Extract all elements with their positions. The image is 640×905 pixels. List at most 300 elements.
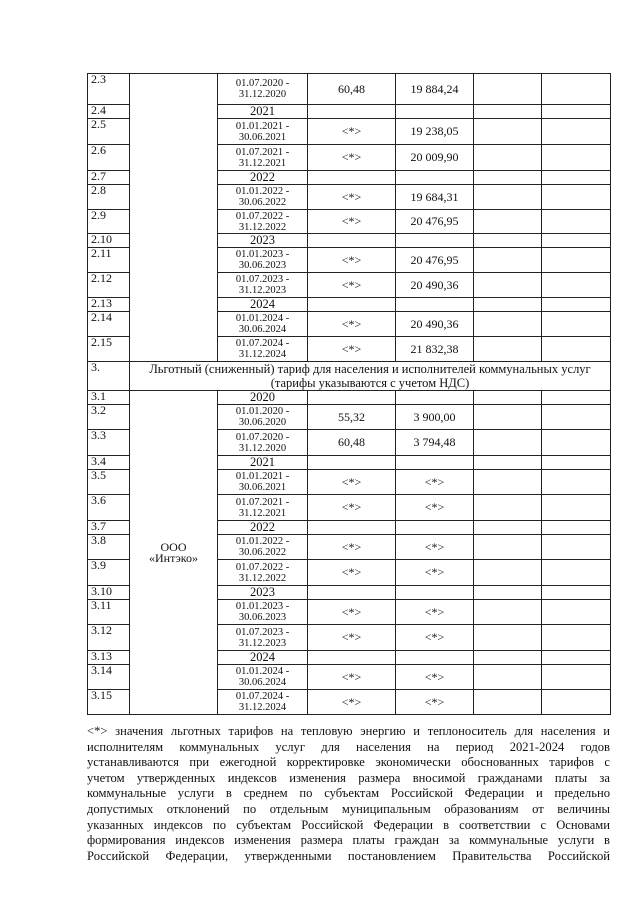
value-cell <box>308 535 396 560</box>
empty-cell <box>474 430 542 456</box>
period-cell-text: 01.01.2020 - <box>235 406 290 417</box>
section-title-text: Льготный (сниженный) тариф для населения и исполнителей коммунальных услуг <box>149 362 591 376</box>
footnote-line: <*> значения льготных тарифов на тепловую энергию и теплоноситель для населения и <box>87 724 610 738</box>
value-cell-text: 60,48 <box>338 435 365 449</box>
row-number-text: 2.12 <box>91 272 112 285</box>
row-number-text: 3.6 <box>91 494 106 507</box>
value-cell-text: 19 238,05 <box>410 124 459 138</box>
empty-cell <box>542 521 611 535</box>
period-cell-text: 01.07.2021 - <box>235 146 290 158</box>
value-cell <box>396 405 474 430</box>
period-cell <box>218 405 308 430</box>
row-number <box>88 185 130 210</box>
value-cell <box>396 391 474 405</box>
value-cell <box>396 273 474 298</box>
footnote-line: устанавливаются при ежегодной корректировке экономически обоснованных тарифов с <box>87 755 610 770</box>
row-number-text: 3.2 <box>91 404 106 417</box>
empty-cell <box>474 665 542 690</box>
value-cell <box>396 625 474 651</box>
empty-cell <box>474 298 542 312</box>
row-number <box>88 119 130 145</box>
value-cell <box>308 586 396 600</box>
organization-name <box>130 391 218 715</box>
value-cell-text: 55,32 <box>338 409 365 424</box>
period-cell-text: 01.01.2024 - <box>235 666 290 677</box>
period-cell-text: 30.06.2022 <box>238 547 287 558</box>
value-cell <box>308 119 396 145</box>
footnote-line: учетом утвержденных индексов изменения размера вносимой гражданами платы за <box>87 770 610 785</box>
value-cell <box>308 105 396 119</box>
period-cell <box>218 119 308 145</box>
value-cell-text: <*> <box>424 604 445 619</box>
value-cell <box>308 405 396 430</box>
empty-cell <box>474 312 542 337</box>
year-label-text: 2022 <box>250 170 275 184</box>
value-cell <box>308 248 396 273</box>
table-row <box>88 391 611 405</box>
value-cell <box>396 430 474 456</box>
empty-cell <box>542 586 611 600</box>
value-cell-text: 3 900,00 <box>413 409 456 424</box>
row-number <box>88 248 130 273</box>
value-cell <box>308 470 396 495</box>
empty-cell <box>542 234 611 248</box>
period-cell-text: 30.06.2021 <box>238 482 287 493</box>
row-number-text: 2.4 <box>91 104 106 117</box>
period-cell <box>218 470 308 495</box>
value-cell <box>396 185 474 210</box>
empty-cell <box>542 298 611 312</box>
empty-cell <box>542 210 611 234</box>
period-cell <box>218 248 308 273</box>
value-cell <box>396 145 474 171</box>
value-cell <box>396 105 474 119</box>
value-cell-text: <*> <box>424 694 445 709</box>
row-number <box>88 391 130 405</box>
value-cell-text: 20 476,95 <box>410 252 459 267</box>
empty-cell <box>474 273 542 298</box>
value-cell-text: <*> <box>341 214 362 228</box>
row-number <box>88 690 130 715</box>
row-number-text: 2.10 <box>91 233 112 246</box>
tariff-table <box>87 73 611 715</box>
row-number-text: 3.8 <box>91 534 106 547</box>
year-label-text: 2022 <box>250 520 275 534</box>
empty-cell <box>474 337 542 362</box>
period-cell-text: 30.06.2021 <box>238 131 287 143</box>
period-cell-text: 01.07.2024 - <box>235 691 290 702</box>
value-cell-text: <*> <box>341 150 362 164</box>
row-number-text: 3.4 <box>91 455 106 468</box>
row-number <box>88 74 130 105</box>
empty-cell <box>474 625 542 651</box>
organization-cell-blank <box>130 74 218 362</box>
empty-cell <box>542 185 611 210</box>
table-row <box>88 74 611 105</box>
section-title-text: (тарифы указываются с учетом НДС) <box>270 376 470 390</box>
row-number <box>88 337 130 362</box>
value-cell <box>396 560 474 586</box>
value-cell <box>396 119 474 145</box>
row-number-text: 2.5 <box>91 118 106 131</box>
value-cell-text: <*> <box>341 500 362 514</box>
row-number <box>88 600 130 625</box>
period-cell-text: 30.06.2022 <box>238 197 287 208</box>
year-label <box>218 586 308 600</box>
value-cell <box>308 234 396 248</box>
year-label-text: 2021 <box>250 104 275 118</box>
empty-cell <box>474 210 542 234</box>
period-cell <box>218 600 308 625</box>
row-number-text: 2.8 <box>91 184 106 197</box>
empty-cell <box>474 248 542 273</box>
row-number <box>88 470 130 495</box>
row-number <box>88 535 130 560</box>
period-cell-text: 01.07.2023 - <box>235 274 290 285</box>
empty-cell <box>542 665 611 690</box>
period-cell-text: 31.12.2021 <box>238 507 287 519</box>
row-number-text: 3.14 <box>91 664 112 677</box>
value-cell <box>396 690 474 715</box>
row-number-text: 3.10 <box>91 585 112 598</box>
value-cell <box>396 495 474 521</box>
value-cell-text: <*> <box>341 604 362 619</box>
row-number-text: 2.6 <box>91 144 106 157</box>
year-label <box>218 521 308 535</box>
empty-cell <box>542 535 611 560</box>
period-cell-text: 01.07.2022 - <box>235 210 290 222</box>
value-cell-text: <*> <box>341 669 362 684</box>
row-number <box>88 145 130 171</box>
empty-cell <box>474 690 542 715</box>
empty-cell <box>474 521 542 535</box>
empty-cell <box>474 185 542 210</box>
empty-cell <box>474 145 542 171</box>
empty-cell <box>542 74 611 105</box>
period-cell-text: 30.06.2023 <box>238 612 287 623</box>
value-cell <box>308 74 396 105</box>
value-cell <box>308 391 396 405</box>
year-label-text: 2024 <box>250 650 275 664</box>
period-cell <box>218 625 308 651</box>
footnote <box>87 724 610 864</box>
period-cell-text: 30.06.2020 <box>238 417 287 428</box>
period-cell <box>218 185 308 210</box>
value-cell-text: <*> <box>341 630 362 644</box>
empty-cell <box>542 312 611 337</box>
value-cell <box>308 171 396 185</box>
row-number <box>88 495 130 521</box>
value-cell <box>308 210 396 234</box>
empty-cell <box>474 600 542 625</box>
footnote-line: коммунальные услуги в среднем по субъектам Российской Федерации и предельно <box>87 786 610 801</box>
empty-cell <box>542 337 611 362</box>
value-cell <box>396 651 474 665</box>
empty-cell <box>474 119 542 145</box>
footnote-line: указанных индексов по субъектам Российской Федерации в соответствии с Основами <box>87 817 610 832</box>
row-number-text: 2.13 <box>91 297 112 310</box>
period-cell <box>218 430 308 456</box>
footnote-line: исполнителям коммунальных услуг для населения на период 2021-2024 годов <box>87 739 610 754</box>
period-cell-text: 01.01.2022 - <box>235 186 290 197</box>
row-number-text: 3. <box>91 361 100 374</box>
value-cell <box>308 298 396 312</box>
value-cell-text: 20 476,95 <box>410 214 459 228</box>
table-row <box>88 362 611 391</box>
period-cell <box>218 210 308 234</box>
period-cell-text: 31.12.2023 <box>238 285 287 296</box>
footnote-line: формирования индексов изменения размера платы граждан за коммунальные услуги в <box>87 833 610 848</box>
period-cell <box>218 665 308 690</box>
row-number <box>88 105 130 119</box>
period-cell-text: 01.01.2023 - <box>235 601 290 612</box>
value-cell-text: <*> <box>341 189 362 204</box>
empty-cell <box>542 405 611 430</box>
period-cell-text: 01.07.2022 - <box>235 561 290 573</box>
value-cell <box>396 456 474 470</box>
period-cell-text: 30.06.2024 <box>238 324 287 335</box>
value-cell <box>396 210 474 234</box>
value-cell-text: 19 684,31 <box>410 189 459 204</box>
empty-cell <box>542 145 611 171</box>
value-cell <box>396 470 474 495</box>
period-cell-text: 31.12.2024 <box>238 349 287 360</box>
value-cell-text: 19 884,24 <box>410 81 459 96</box>
period-cell <box>218 535 308 560</box>
value-cell <box>396 521 474 535</box>
value-cell-text: <*> <box>341 316 362 331</box>
value-cell <box>396 171 474 185</box>
value-cell-text: <*> <box>341 539 362 554</box>
period-cell <box>218 273 308 298</box>
value-cell <box>308 665 396 690</box>
year-label <box>218 105 308 119</box>
empty-cell <box>542 430 611 456</box>
empty-cell <box>474 560 542 586</box>
empty-cell <box>542 248 611 273</box>
period-cell <box>218 337 308 362</box>
year-label-text: 2023 <box>250 585 275 599</box>
organization-name-text: «Интэко» <box>148 550 198 565</box>
period-cell-text: 31.12.2021 <box>238 157 287 169</box>
empty-cell <box>542 456 611 470</box>
value-cell <box>396 535 474 560</box>
period-cell-text: 01.01.2021 - <box>235 120 290 132</box>
row-number-text: 3.7 <box>91 520 106 533</box>
period-cell-text: 31.12.2020 <box>238 442 287 454</box>
empty-cell <box>542 119 611 145</box>
period-cell-text: 31.12.2023 <box>238 637 287 649</box>
value-cell <box>396 586 474 600</box>
row-number-text: 3.1 <box>91 390 106 403</box>
period-cell <box>218 495 308 521</box>
value-cell-text: 20 490,36 <box>410 277 459 292</box>
value-cell-text: <*> <box>424 630 445 644</box>
year-label <box>218 651 308 665</box>
period-cell-text: 01.01.2021 - <box>235 471 290 482</box>
value-cell-text: <*> <box>341 341 362 356</box>
value-cell <box>308 185 396 210</box>
value-cell <box>308 495 396 521</box>
period-cell-text: 31.12.2020 <box>238 89 287 100</box>
empty-cell <box>542 470 611 495</box>
year-label-text: 2024 <box>250 297 275 311</box>
row-number <box>88 586 130 600</box>
period-cell <box>218 145 308 171</box>
empty-cell <box>542 625 611 651</box>
value-cell <box>308 312 396 337</box>
value-cell <box>308 456 396 470</box>
empty-cell <box>542 273 611 298</box>
row-number <box>88 405 130 430</box>
empty-cell <box>474 74 542 105</box>
row-number <box>88 362 130 391</box>
value-cell-text: <*> <box>424 500 445 514</box>
year-label <box>218 391 308 405</box>
empty-cell <box>542 105 611 119</box>
value-cell <box>308 273 396 298</box>
empty-cell <box>542 391 611 405</box>
row-number-text: 2.3 <box>91 73 106 86</box>
row-number <box>88 430 130 456</box>
empty-cell <box>474 171 542 185</box>
empty-cell <box>542 495 611 521</box>
value-cell-text: 20 490,36 <box>410 316 459 331</box>
empty-cell <box>474 470 542 495</box>
period-cell <box>218 312 308 337</box>
footnote-line: допустимых отклонений по отдельным муниципальным образованиям от величины <box>87 801 610 816</box>
value-cell-text: <*> <box>424 474 445 489</box>
row-number-text: 3.5 <box>91 469 106 482</box>
organization-name-text: ООО <box>160 539 187 554</box>
empty-cell <box>542 171 611 185</box>
period-cell-text: 01.01.2024 - <box>235 313 290 324</box>
empty-cell <box>474 535 542 560</box>
value-cell <box>396 74 474 105</box>
year-label-text: 2023 <box>250 233 275 247</box>
empty-cell <box>474 651 542 665</box>
value-cell <box>308 521 396 535</box>
value-cell <box>396 600 474 625</box>
row-number-text: 2.15 <box>91 336 112 349</box>
value-cell <box>308 651 396 665</box>
empty-cell <box>474 234 542 248</box>
year-label <box>218 298 308 312</box>
value-cell <box>396 248 474 273</box>
row-number-text: 2.7 <box>91 170 106 183</box>
empty-cell <box>474 405 542 430</box>
period-cell-text: 01.07.2021 - <box>235 496 290 508</box>
value-cell-text: 20 009,90 <box>410 150 459 164</box>
value-cell-text: <*> <box>424 565 445 579</box>
row-number <box>88 273 130 298</box>
year-label-text: 2021 <box>250 455 275 469</box>
value-cell-text: <*> <box>341 474 362 489</box>
empty-cell <box>542 690 611 715</box>
row-number-text: 3.11 <box>91 599 112 612</box>
row-number <box>88 456 130 470</box>
period-cell-text: 01.01.2022 - <box>235 536 290 547</box>
period-cell <box>218 690 308 715</box>
row-number <box>88 171 130 185</box>
period-cell-text: 01.07.2020 - <box>235 431 290 443</box>
year-label <box>218 456 308 470</box>
period-cell-text: 30.06.2023 <box>238 260 287 271</box>
section-title <box>130 362 611 391</box>
value-cell <box>396 312 474 337</box>
year-label-text: 2020 <box>250 390 275 404</box>
value-cell <box>308 145 396 171</box>
period-cell-text: 01.07.2024 - <box>235 338 290 349</box>
period-cell-text: 01.07.2020 - <box>235 78 290 89</box>
value-cell <box>308 560 396 586</box>
period-cell <box>218 560 308 586</box>
value-cell-text: <*> <box>341 252 362 267</box>
period-cell-text: 30.06.2024 <box>238 677 287 688</box>
empty-cell <box>474 456 542 470</box>
value-cell <box>396 337 474 362</box>
value-cell <box>396 234 474 248</box>
empty-cell <box>474 495 542 521</box>
row-number-text: 2.11 <box>91 247 112 260</box>
row-number <box>88 210 130 234</box>
empty-cell <box>474 105 542 119</box>
empty-cell <box>542 560 611 586</box>
value-cell-text: <*> <box>341 124 362 138</box>
value-cell-text: <*> <box>341 565 362 579</box>
empty-cell <box>542 651 611 665</box>
row-number <box>88 312 130 337</box>
row-number-text: 3.13 <box>91 650 112 663</box>
value-cell-text: <*> <box>341 277 362 292</box>
footnote-line: Российской Федерации, утвержденными постановлением Правительства Российской <box>87 848 610 863</box>
row-number-text: 3.9 <box>91 559 106 572</box>
empty-cell <box>474 586 542 600</box>
row-number <box>88 234 130 248</box>
value-cell <box>396 298 474 312</box>
row-number <box>88 665 130 690</box>
row-number <box>88 298 130 312</box>
value-cell-text: 60,48 <box>338 81 365 96</box>
value-cell-text: 21 832,38 <box>410 341 459 356</box>
row-number <box>88 521 130 535</box>
row-number-text: 2.14 <box>91 311 112 324</box>
row-number <box>88 651 130 665</box>
value-cell-text: <*> <box>424 669 445 684</box>
value-cell-text: <*> <box>341 694 362 709</box>
empty-cell <box>474 391 542 405</box>
row-number-text: 3.15 <box>91 689 112 702</box>
row-number-text: 3.3 <box>91 429 106 442</box>
value-cell-text: 3 794,48 <box>413 435 456 449</box>
period-cell-text: 31.12.2024 <box>238 702 287 713</box>
value-cell <box>308 690 396 715</box>
period-cell <box>218 74 308 105</box>
period-cell-text: 31.12.2022 <box>238 572 287 584</box>
period-cell-text: 01.07.2023 - <box>235 626 290 638</box>
value-cell <box>308 337 396 362</box>
period-cell-text: 01.01.2023 - <box>235 249 290 260</box>
row-number <box>88 560 130 586</box>
value-cell <box>396 665 474 690</box>
row-number-text: 2.9 <box>91 209 106 222</box>
period-cell-text: 31.12.2022 <box>238 221 287 233</box>
row-number-text: 3.12 <box>91 624 112 637</box>
row-number <box>88 625 130 651</box>
value-cell <box>308 430 396 456</box>
empty-cell <box>542 600 611 625</box>
value-cell <box>308 600 396 625</box>
